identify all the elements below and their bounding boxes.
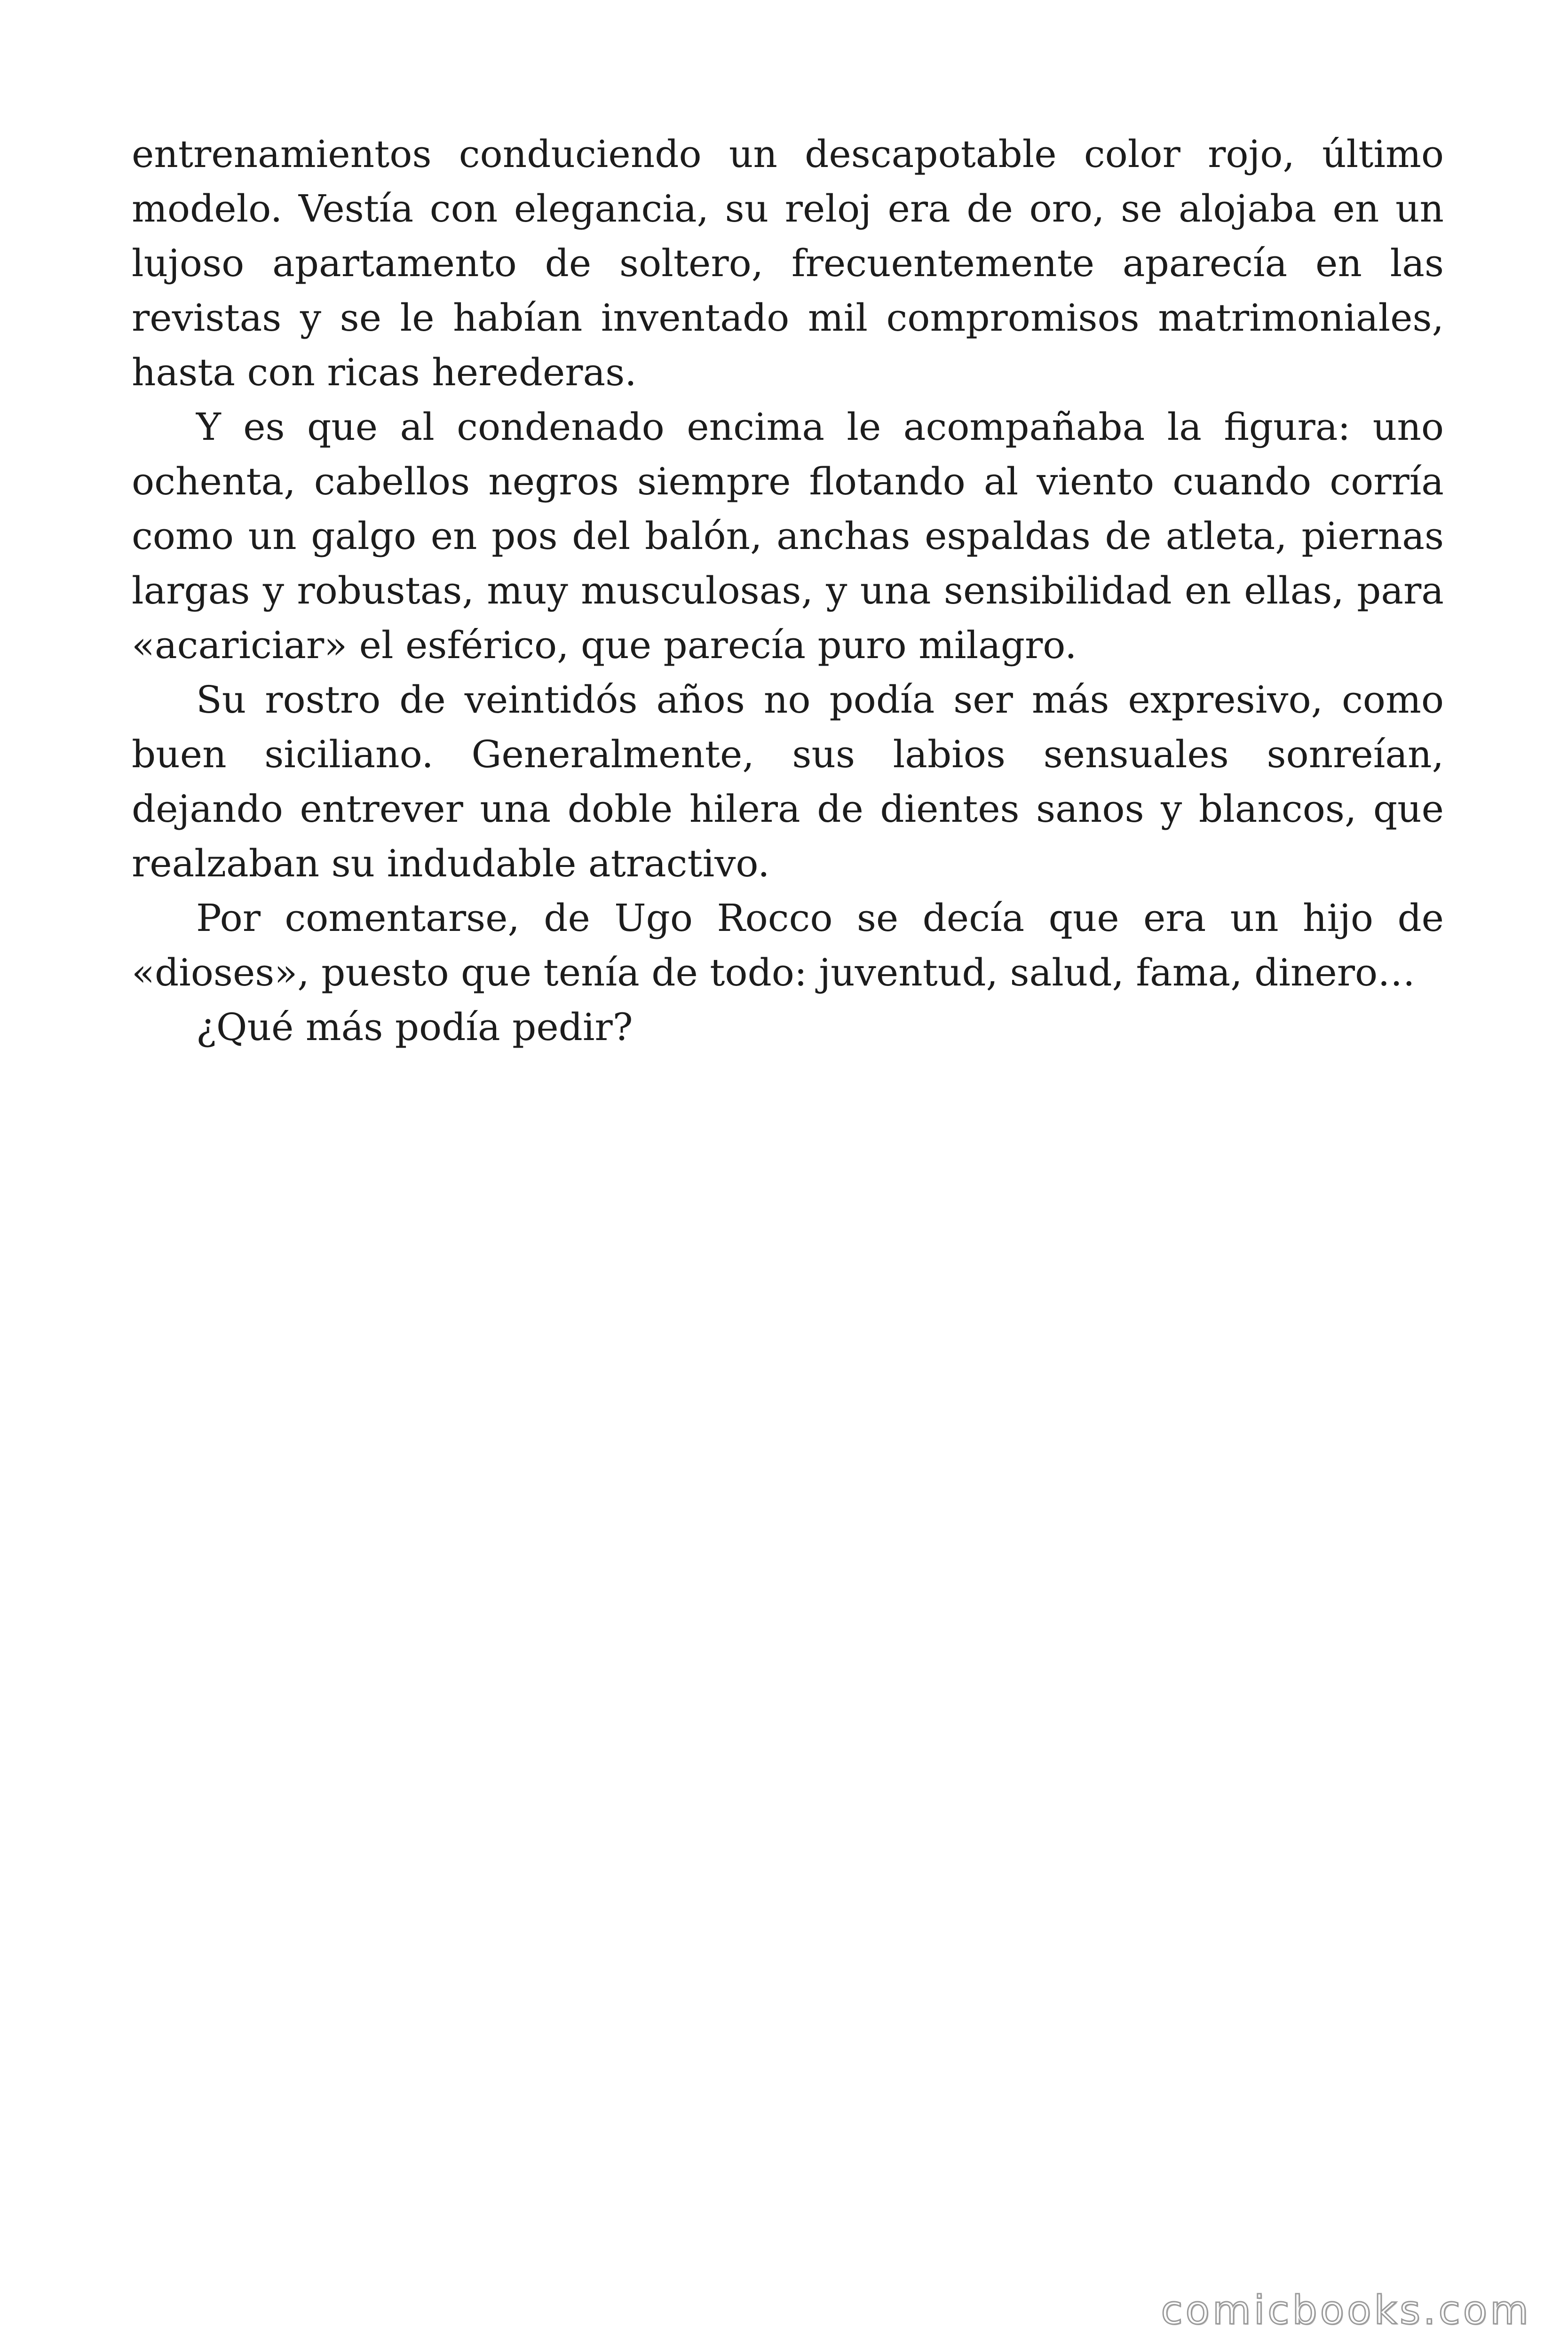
- paragraph-1: entrenamientos conduciendo un descapotable color rojo, último modelo. Vestía con elegancia, su reloj era de oro, se alojaba en un lujoso apartamento de soltero, frecuentemente aparecía en las revistas y se le habían inventado mil compromisos matrimoniales, hasta con ricas herederas.: [132, 132, 1444, 394]
- page-body: [132, 127, 1444, 1055]
- paragraph-3: Su rostro de veintidós años no podía ser más expresivo, como buen siciliano. Generalmente, sus labios sensuales sonreían, dejando entrever una doble hilera de dientes sanos y blancos, que realzaban su indudable atractivo.: [132, 678, 1444, 885]
- paragraph-5: ¿Qué más podía pedir?: [196, 1005, 633, 1049]
- paragraph-2: Y es que al condenado encima le acompañaba la figura: uno ochenta, cabellos negros siempre flotando al viento cuando corría como un galgo en pos del balón, anchas espaldas de atleta, piernas largas y robustas, muy musculosas, y una sensibilidad en ellas, para «acariciar» el esférico, que parecía puro milagro.: [132, 405, 1444, 667]
- paragraph-4: Por comentarse, de Ugo Rocco se decía que era un hijo de «dioses», puesto que tenía de todo: juventud, salud, fama, dinero…: [132, 896, 1444, 994]
- watermark: comicbooks.com: [1161, 2287, 1531, 2333]
